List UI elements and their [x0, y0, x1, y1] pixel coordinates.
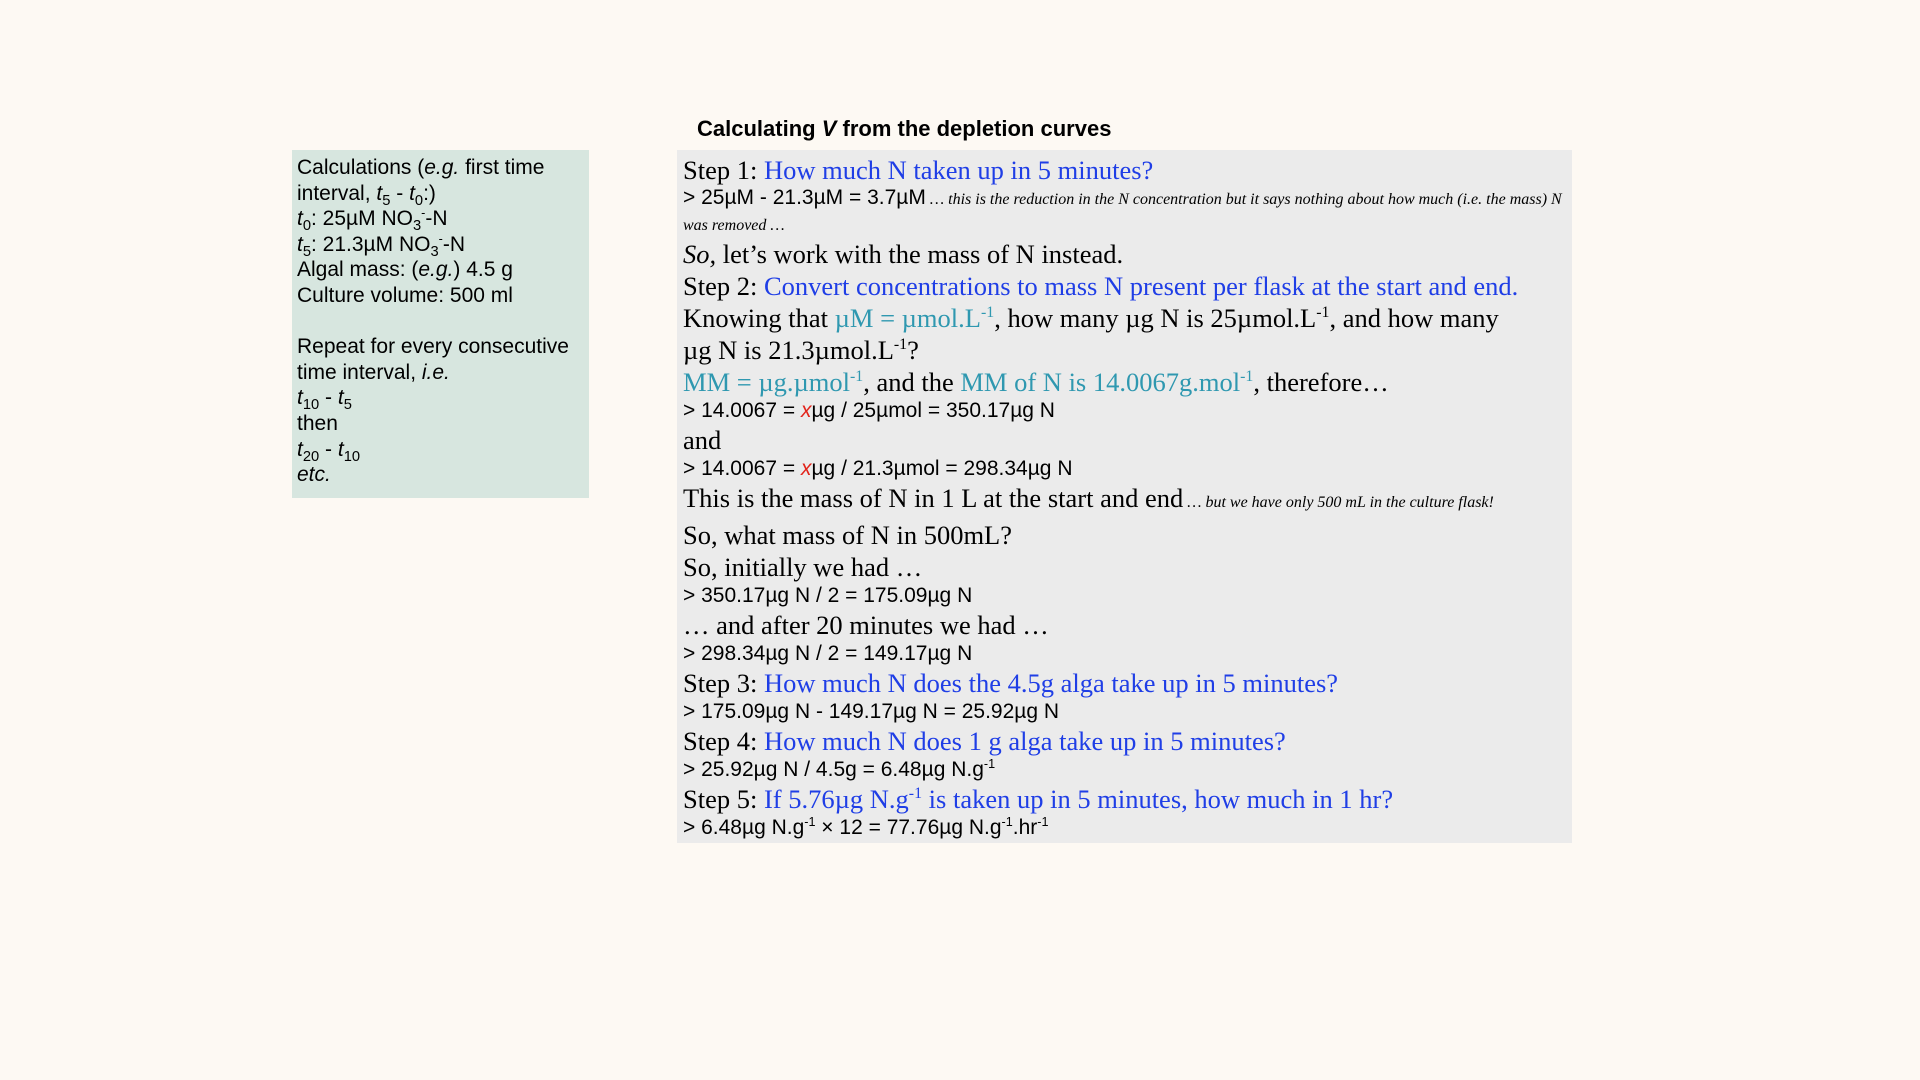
- step-2-heading: Step 2: Convert concentrations to mass N present per flask at the start and end.: [683, 271, 1519, 301]
- etc-text: etc.: [297, 463, 331, 487]
- what-mass-line: So, what mass of N in 500mL?: [683, 520, 1013, 550]
- knowing-line-1: Knowing that $\mu M = \mu mol.L^{-1}$, how many µg N is $25\mu mol.L^{-1}$, and how many: [683, 303, 1499, 333]
- mass-per-litre-line: This is the mass of N in 1 L at the start and end … but we have only 500 mL in the culture flask!: [683, 483, 1494, 513]
- and-text: and: [683, 425, 722, 455]
- algal-mass: Algal mass: (e.g.) 4.5 g: [297, 258, 513, 282]
- repeat-line-2: time interval, i.e.: [297, 360, 450, 384]
- step-5-calc: > 6.48µg $N.g^{-1} \times 12 = 77.76\mu g$ $N.g^{-1}.hr^{-1}$: [683, 815, 1049, 839]
- interval-t20-t10: $t_{20} - t_{10}$: [297, 437, 361, 465]
- interval-t10-t5: $t_{10} - t_5$: [297, 386, 352, 414]
- step-4-heading: Step 4: How much N does 1 g alga take up in 5 minutes?: [683, 726, 1286, 756]
- initial-calc: > 350.17µg N / 2 = 175.09µg N: [683, 584, 973, 607]
- interval-line: interval, $t_5$ - $t_0$:): [297, 181, 436, 209]
- steps-panel: [677, 150, 1572, 843]
- repeat-line-1: Repeat for every consecutive: [297, 335, 569, 359]
- culture-volume: Culture volume: 500 ml: [297, 283, 513, 307]
- equation-1: > 14.0067 = xµg / 25µmol = 350.17µg N: [683, 399, 1055, 422]
- t5-value: $t_5$: 21.3µM $NO_3^--N$: [297, 231, 466, 260]
- then-text: then: [297, 411, 338, 435]
- step-1-heading: Step 1: How much N taken up in 5 minutes?: [683, 155, 1154, 185]
- step-4-calc: > 25.92µg N / 4.5g = 6.48µg $N.g^{-1}$: [683, 757, 996, 781]
- calculations-heading: Calculations (e.g. first time: [297, 156, 545, 179]
- initially-line: So, initially we had …: [683, 552, 923, 582]
- t0-value: $t_0$: 25µM $NO_3^--N$: [297, 206, 448, 235]
- mass-approach-line: So, let’s work with the mass of N instead.: [683, 239, 1124, 269]
- page-title: Calculating V from the depletion curves: [697, 116, 1112, 141]
- step-1-calc: > 25µM - 21.3µM = 3.7µM … this is the reduction in the N concentration but it says nothing about how much (i.e. the mass) N was removed …: [683, 186, 1562, 234]
- molar-mass-line: MM = µg.µmol$^{-1}$, and the MM of N is 14.0067g.mol$^{-1}$, therefore…: [683, 367, 1389, 397]
- after-calc: > 298.34µg N / 2 = 149.17µg N: [683, 642, 973, 665]
- step-3-calc: > 175.09µg N - 149.17µg N = 25.92µg N: [683, 700, 1060, 723]
- calculations-sidebar: [292, 150, 589, 498]
- step-3-heading: Step 3: How much N does the 4.5g alga take up in 5 minutes?: [683, 668, 1339, 698]
- spacer: [297, 309, 584, 335]
- step-5-heading: Step 5: If 5.76µg $N.g^{-1}$ is taken up in 5 minutes, how much in 1 hr?: [683, 784, 1394, 814]
- knowing-line-2: µg N is $21.3\mu mol.L^{-1}$?: [683, 335, 919, 365]
- after-line: … and after 20 minutes we had …: [683, 610, 1049, 640]
- equation-2: > 14.0067 = xµg / 21.3µmol = 298.34µg N: [683, 457, 1073, 480]
